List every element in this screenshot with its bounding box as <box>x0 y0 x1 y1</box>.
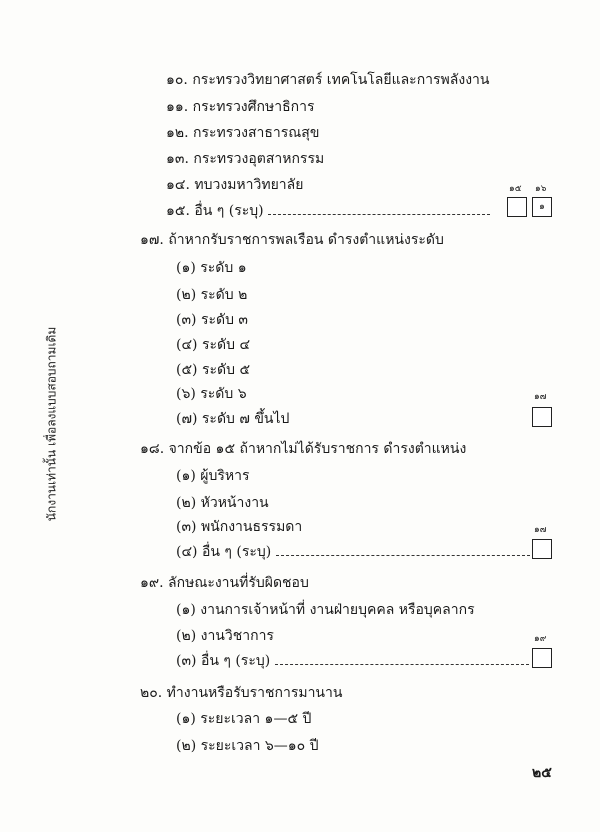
q18-option-4[interactable] <box>176 543 530 561</box>
q17-option-6[interactable]: (๖) ระดับ ๖ <box>176 386 247 402</box>
q17-answer-box[interactable] <box>532 407 552 427</box>
q18-code: ๑๗ <box>534 525 547 535</box>
q16-specify-field[interactable] <box>268 204 490 215</box>
q19-option-1[interactable]: (๑) งานการเจ้าหน้าที่ งานฝ่ายบุคคล หรือบุคลากร <box>176 602 475 618</box>
q17-option-7[interactable]: (๗) ระดับ ๗ ขึ้นไป <box>176 411 290 427</box>
q16-code-16: ๑๖ <box>535 184 547 194</box>
q20-option-1[interactable]: (๑) ระยะเวลา ๑—๕ ปี <box>176 711 312 727</box>
q20-option-2[interactable]: (๒) ระยะเวลา ๖—๑๐ ปี <box>176 738 319 754</box>
q16-code-15: ๑๕ <box>509 184 522 194</box>
sidebar-note: นักงานเท่านั้น เพื่อลงแบบสอบถามเดิม <box>44 326 59 522</box>
q18-option-1[interactable]: (๑) ผู้บริหาร <box>176 468 250 484</box>
q19-code: ๑๙ <box>534 634 547 644</box>
q16-item-14: ๑๔. ทบวงมหาวิทยาลัย <box>166 177 304 193</box>
q17-option-5[interactable]: (๕) ระดับ ๕ <box>176 362 251 378</box>
q16-item-12: ๑๒. กระทรวงสาธารณสุข <box>166 125 320 141</box>
q19-option-3[interactable] <box>176 652 529 670</box>
q19-option-2[interactable]: (๒) งานวิชาการ <box>176 628 274 644</box>
q16-item-15 <box>166 202 490 220</box>
q18-option-4-label: (๔) อื่น ๆ (ระบุ) <box>176 544 272 560</box>
q16-item-13: ๑๓. กระทรวงอุตสาหกรรม <box>166 151 325 167</box>
q18-specify-field[interactable] <box>276 545 530 556</box>
q18-option-2[interactable]: (๒) หัวหน้างาน <box>176 495 269 511</box>
q18-answer-box[interactable] <box>532 539 552 559</box>
q16-item-15-label: ๑๕. อื่น ๆ (ระบุ) <box>166 203 264 219</box>
q19-specify-field[interactable] <box>275 654 529 665</box>
q17-option-2[interactable]: (๒) ระดับ ๒ <box>176 287 248 303</box>
q17-option-4[interactable]: (๔) ระดับ ๔ <box>176 337 251 353</box>
q16-item-11: ๑๑. กระทรวงศึกษาธิการ <box>166 99 315 115</box>
q17-option-3[interactable]: (๓) ระดับ ๓ <box>176 312 248 328</box>
q18-title: ๑๘. จากข้อ ๑๕ ถ้าหากไม่ได้รับราชการ ดำรงตำแหน่ง <box>140 441 467 457</box>
q17-title: ๑๗. ถ้าหากรับราชการพลเรือน ดำรงตำแหน่งระดับ <box>140 232 444 248</box>
q16-answer-box-2[interactable]: ๑ <box>532 197 552 217</box>
q19-title: ๑๙. ลักษณะงานที่รับผิดชอบ <box>140 575 309 591</box>
q17-option-1[interactable]: (๑) ระดับ ๑ <box>176 260 247 276</box>
q16-item-10: ๑๐. กระทรวงวิทยาศาสตร์ เทคโนโลยีและการพลังงาน <box>166 72 490 88</box>
q19-option-3-label: (๓) อื่น ๆ (ระบุ) <box>176 653 271 669</box>
page-number: ๒๕ <box>532 765 552 781</box>
q18-option-3[interactable]: (๓) พนักงานธรรมดา <box>176 519 303 535</box>
q20-title: ๒๐. ทำงานหรือรับราชการมานาน <box>140 685 343 701</box>
q16-answer-box-1[interactable] <box>507 197 527 217</box>
q19-answer-box[interactable] <box>532 648 552 668</box>
q17-code: ๑๗ <box>534 392 547 402</box>
